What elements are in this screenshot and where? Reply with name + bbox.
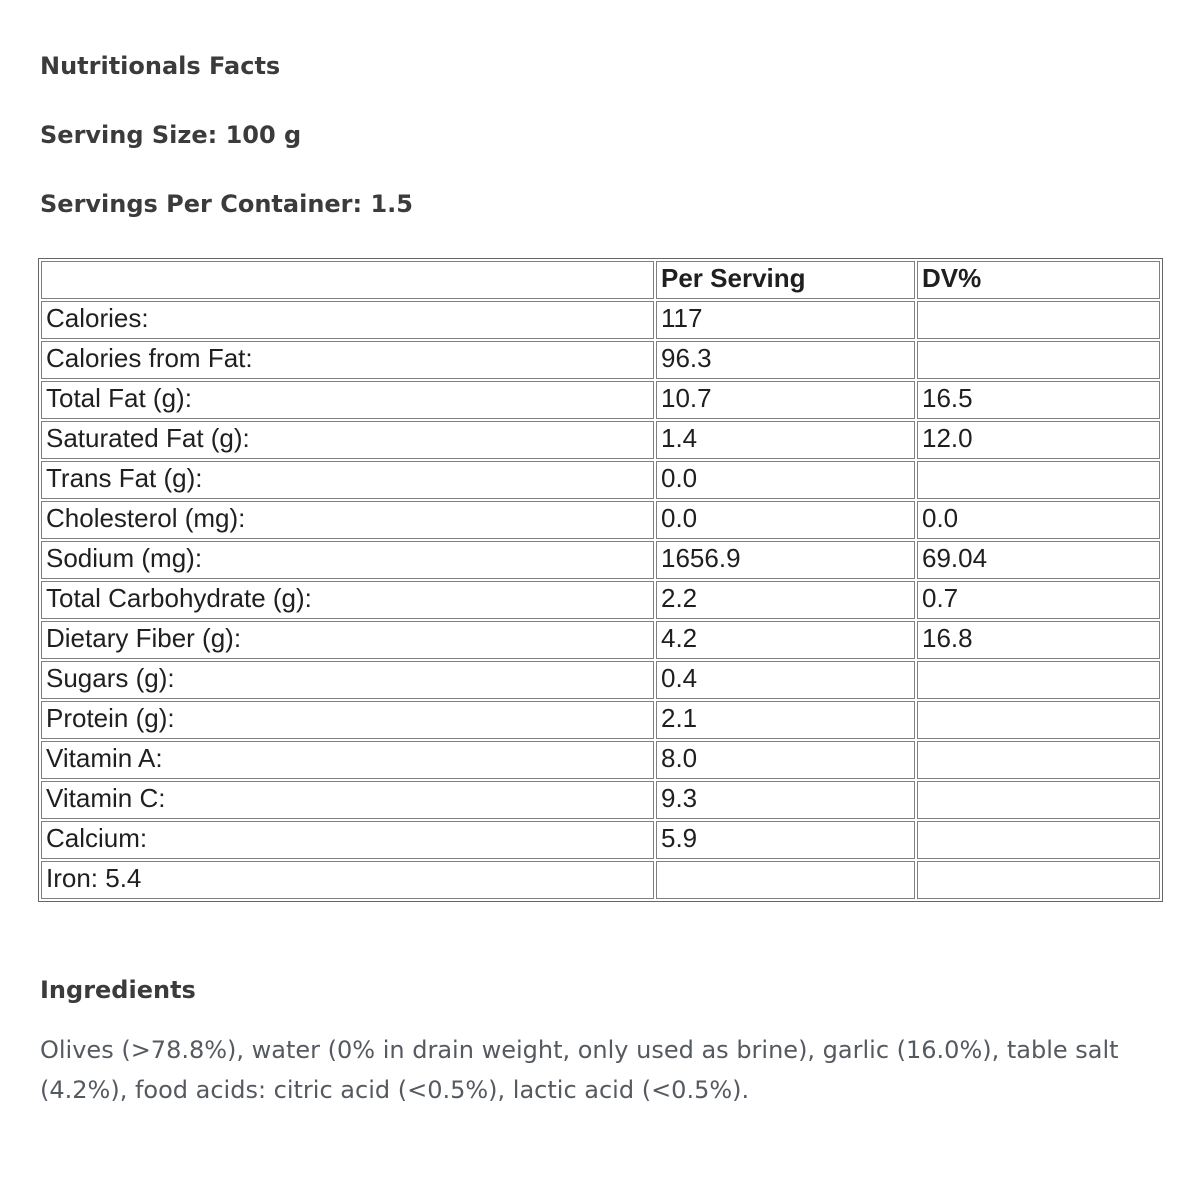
cell-per-serving-value: 117 — [656, 301, 915, 339]
cell-nutrient-label: Total Carbohydrate (g): — [41, 581, 654, 619]
cell-dv-value — [917, 301, 1160, 339]
table-header-row — [41, 261, 1160, 299]
cell-nutrient-label: Sugars (g): — [41, 661, 654, 699]
cell-dv-value — [917, 341, 1160, 379]
cell-dv-value — [917, 781, 1160, 819]
column-header-dv-percent: DV% — [917, 261, 1160, 299]
cell-nutrient-label: Protein (g): — [41, 701, 654, 739]
cell-nutrient-label: Cholesterol (mg): — [41, 501, 654, 539]
table-row — [41, 301, 1160, 339]
cell-per-serving-value: 1656.9 — [656, 541, 915, 579]
cell-nutrient-label: Iron: 5.4 — [41, 861, 654, 899]
cell-dv-value: 0.7 — [917, 581, 1160, 619]
cell-nutrient-label: Total Fat (g): — [41, 381, 654, 419]
serving-size-label: Serving Size: 100 g — [40, 120, 302, 149]
cell-per-serving-value: 9.3 — [656, 781, 915, 819]
table-row — [41, 381, 1160, 419]
cell-per-serving-value: 4.2 — [656, 621, 915, 659]
table-row — [41, 341, 1160, 379]
cell-dv-value: 16.8 — [917, 621, 1160, 659]
cell-nutrient-label: Calories from Fat: — [41, 341, 654, 379]
table-row — [41, 701, 1160, 739]
table-row — [41, 581, 1160, 619]
cell-dv-value — [917, 861, 1160, 899]
column-header-nutrient — [41, 261, 654, 299]
nutrition-table — [38, 258, 1163, 902]
cell-dv-value: 69.04 — [917, 541, 1160, 579]
table-row — [41, 741, 1160, 779]
cell-dv-value — [917, 701, 1160, 739]
table-row — [41, 661, 1160, 699]
cell-nutrient-label: Vitamin C: — [41, 781, 654, 819]
cell-per-serving-value: 10.7 — [656, 381, 915, 419]
cell-per-serving-value: 5.9 — [656, 821, 915, 859]
cell-nutrient-label: Dietary Fiber (g): — [41, 621, 654, 659]
table-row — [41, 421, 1160, 459]
cell-dv-value: 16.5 — [917, 381, 1160, 419]
cell-nutrient-label: Saturated Fat (g): — [41, 421, 654, 459]
cell-per-serving-value: 0.0 — [656, 501, 915, 539]
table-row — [41, 501, 1160, 539]
cell-dv-value — [917, 461, 1160, 499]
cell-dv-value — [917, 661, 1160, 699]
table-row — [41, 621, 1160, 659]
page-title: Nutritionals Facts — [40, 52, 281, 80]
cell-per-serving-value: 96.3 — [656, 341, 915, 379]
cell-dv-value — [917, 741, 1160, 779]
column-header-per-serving: Per Serving — [656, 261, 915, 299]
table-row — [41, 821, 1160, 859]
cell-per-serving-value: 1.4 — [656, 421, 915, 459]
cell-dv-value: 0.0 — [917, 501, 1160, 539]
cell-per-serving-value: 8.0 — [656, 741, 915, 779]
cell-nutrient-label: Sodium (mg): — [41, 541, 654, 579]
cell-dv-value — [917, 821, 1160, 859]
cell-dv-value: 12.0 — [917, 421, 1160, 459]
cell-per-serving-value: 2.1 — [656, 701, 915, 739]
ingredients-heading: Ingredients — [40, 976, 196, 1005]
cell-per-serving-value — [656, 861, 915, 899]
cell-per-serving-value: 0.0 — [656, 461, 915, 499]
table-row — [41, 861, 1160, 899]
cell-nutrient-label: Calories: — [41, 301, 654, 339]
table-row — [41, 541, 1160, 579]
cell-nutrient-label: Vitamin A: — [41, 741, 654, 779]
table-row — [41, 461, 1160, 499]
cell-per-serving-value: 0.4 — [656, 661, 915, 699]
cell-nutrient-label: Trans Fat (g): — [41, 461, 654, 499]
cell-nutrient-label: Calcium: — [41, 821, 654, 859]
servings-per-container-label: Servings Per Container: 1.5 — [40, 189, 413, 218]
table-row — [41, 781, 1160, 819]
ingredients-text: Olives (>78.8%), water (0% in drain weight, only used as brine), garlic (16.0%), table salt (4.2%), food acids: citric acid (<0.5%), lactic acid (<0.5%). — [40, 1036, 1119, 1105]
cell-per-serving-value: 2.2 — [656, 581, 915, 619]
